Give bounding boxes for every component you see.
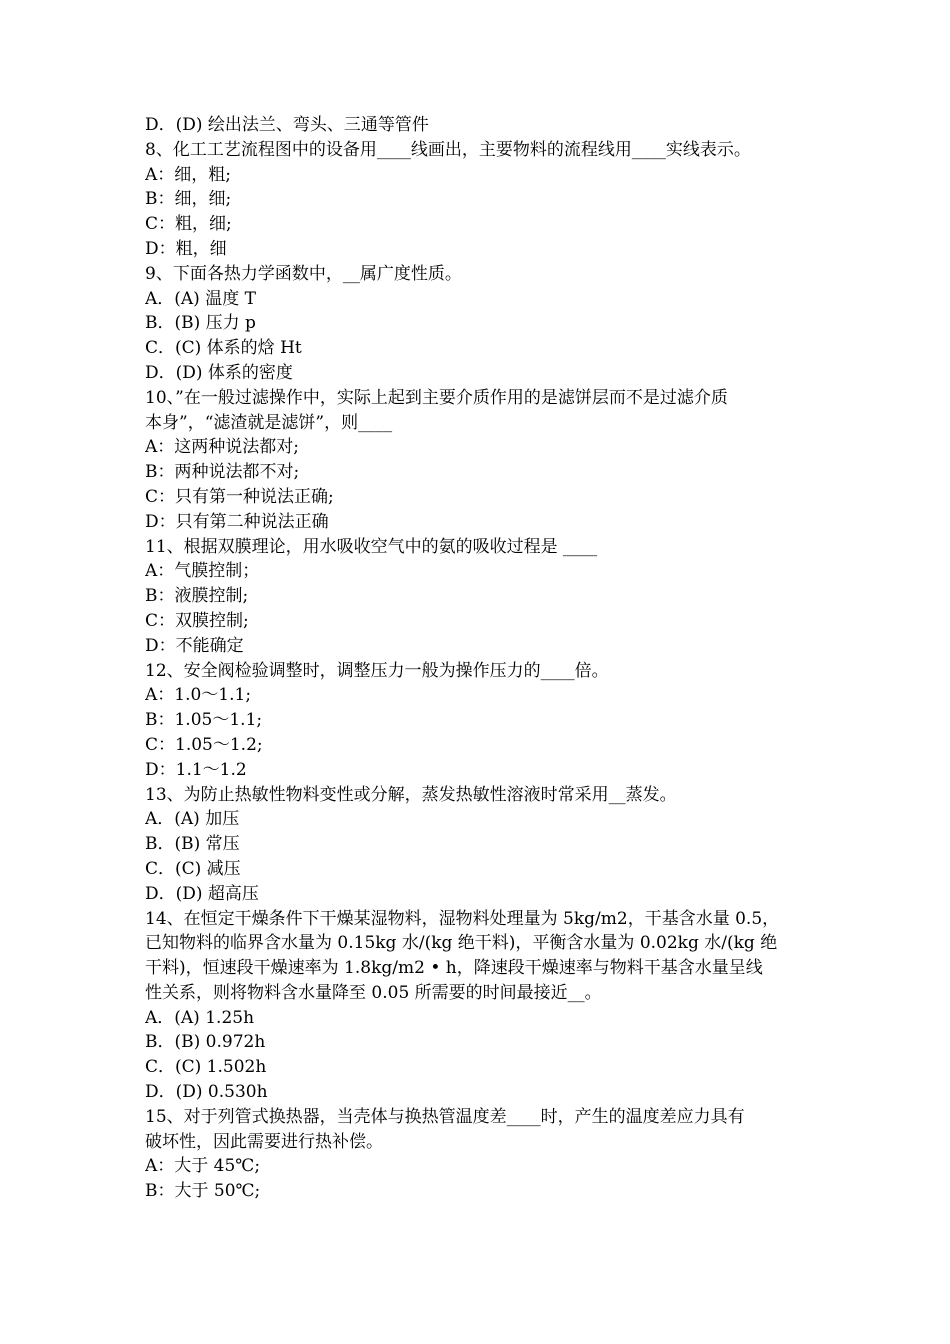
q7-option-d: D．(D) 绘出法兰、弯头、三通等管件: [145, 115, 429, 135]
q11-option-c: C：双膜控制;: [145, 610, 249, 631]
q14-question-line2: 已知物料的临界含水量为 0.15kg 水/(kg 绝干料)，平衡含水量为 0.02kg 水/(kg 绝: [145, 933, 778, 954]
q14-question-line1: 14、在恒定干燥条件下干燥某湿物料，湿物料处理量为 5kg/m2，干基含水量 0.5，: [145, 908, 780, 929]
q10-option-c: C：只有第一种说法正确;: [145, 486, 334, 507]
q13-option-d: D．(D) 超高压: [145, 883, 259, 904]
q8-option-b: B：细，细;: [145, 189, 232, 210]
q10-question-line2: 本身”，“滤渣就是滤饼”，则____: [145, 412, 393, 433]
q13-option-b: B．(B) 常压: [145, 834, 240, 855]
q14-option-d: D．(D) 0.530h: [145, 1082, 268, 1103]
q11-option-d: D：不能确定: [145, 635, 244, 656]
q14-option-c: C．(C) 1.502h: [145, 1057, 267, 1078]
q8-option-d: D：粗，细: [145, 238, 227, 259]
q12-option-c: C：1.05～1.2;: [145, 734, 263, 755]
q10-question-line1: 10、”在一般过滤操作中，实际上起到主要介质作用的是滤饼层而不是过滤介质: [145, 387, 728, 408]
q10-option-b: B：两种说法都不对;: [145, 462, 300, 483]
q11-question: 11、根据双膜理论，用水吸收空气中的氨的吸收过程是 ____: [145, 536, 598, 557]
q9-option-c: C．(C) 体系的焓 Ht: [145, 338, 302, 359]
q13-option-c: C．(C) 减压: [145, 858, 241, 879]
q9-option-b: B．(B) 压力 p: [145, 313, 256, 334]
q12-question: 12、安全阀检验调整时，调整压力一般为操作压力的____倍。: [145, 660, 609, 681]
q8-question: 8、化工工艺流程图中的设备用____线画出，主要物料的流程线用____实线表示。: [145, 139, 751, 160]
q10-option-d: D：只有第二种说法正确: [145, 511, 329, 532]
q11-option-a: A：气膜控制；: [145, 561, 260, 582]
q9-question: 9、下面各热力学函数中，__属广度性质。: [145, 263, 462, 284]
q8-option-c: C：粗，细;: [145, 214, 232, 235]
q15-question-line2: 破坏性，因此需要进行热补偿。: [145, 1131, 383, 1152]
q9-option-a: A．(A) 温度 T: [145, 288, 256, 309]
q15-option-a: A：大于 45℃;: [145, 1156, 261, 1177]
q12-option-b: B：1.05～1.1;: [145, 710, 263, 731]
q12-option-a: A：1.0～1.1;: [145, 685, 252, 706]
q10-option-a: A：这两种说法都对;: [145, 437, 300, 458]
q13-option-a: A．(A) 加压: [145, 809, 240, 830]
q11-option-b: B：液膜控制;: [145, 586, 249, 607]
q13-question: 13、为防止热敏性物料变性或分解，蒸发热敏性溶液时常采用__蒸发。: [145, 784, 677, 805]
q9-option-d: D．(D) 体系的密度: [145, 362, 293, 383]
q8-option-a: A：细，粗;: [145, 164, 232, 185]
q14-option-b: B．(B) 0.972h: [145, 1032, 266, 1053]
q14-option-a: A．(A) 1.25h: [145, 1007, 255, 1028]
q15-question-line1: 15、对于列管式换热器，当壳体与换热管温度差____时，产生的温度差应力具有: [145, 1106, 745, 1127]
q12-option-d: D：1.1～1.2: [145, 759, 247, 780]
document-body: [145, 113, 810, 1204]
q14-question-line4: 性关系，则将物料含水量降至 0.05 所需要的时间最接近__。: [145, 982, 602, 1003]
q14-question-line3: 干料)，恒速段干燥速率为 1.8kg/m2 • h，降速段干燥速率与物料干基含水量呈线: [145, 958, 763, 979]
q15-option-b: B：大于 50℃;: [145, 1181, 261, 1202]
